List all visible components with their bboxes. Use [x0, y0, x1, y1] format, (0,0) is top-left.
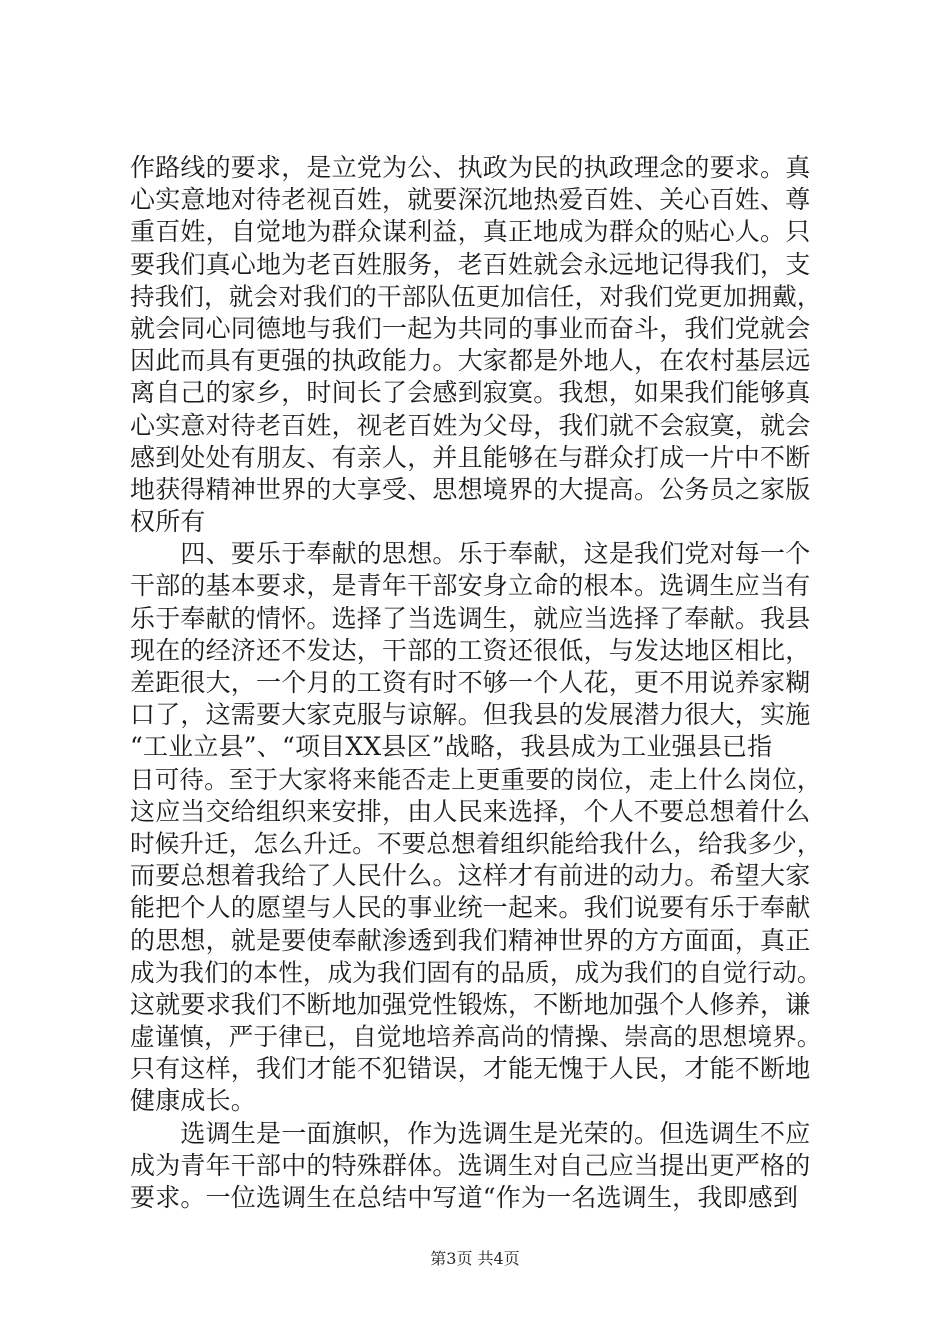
text-line: 干部的基本要求，是青年干部安身立命的根本。选调生应当有 — [130, 571, 811, 601]
text-line: 重百姓，自觉地为群众谋利益，真正地成为群众的贴心人。只 — [130, 217, 811, 247]
text-line: 地获得精神世界的大享受、思想境界的大提高。公务员之家版 — [130, 474, 811, 504]
text-line: 时候升迁，怎么升迁。不要总想着组织能给我什么，给我多少， — [130, 828, 822, 858]
text-line: 这应当交给组织来安排，由人民来选择，个人不要总想着什么 — [130, 796, 811, 826]
text-line: 差距很大，一个月的工资有时不够一个人花，更不用说养家糊 — [130, 668, 811, 697]
text-line: 现在的经济还不发达，干部的工资还很低，与发达地区相比， — [130, 635, 811, 665]
text-line: 虚谨慎，严于律已，自觉地培养高尚的情操、崇高的思想境界。 — [130, 1022, 822, 1052]
text-line: 能把个人的愿望与人民的事业统一起来。我们说要有乐于奉献 — [130, 893, 811, 923]
text-line: 只有这样，我们才能不犯错误，才能无愧于人民，才能不断地 — [130, 1054, 811, 1084]
text-line: 的思想，就是要使奉献渗透到我们精神世界的方方面面，真正 — [130, 925, 811, 955]
text-line: 作路线的要求，是立党为公、执政为民的执政理念的要求。真 — [130, 153, 811, 182]
text-line: 离自己的家乡，时间长了会感到寂寞。我想，如果我们能够真 — [130, 378, 811, 408]
text-line: 口了，这需要大家克服与谅解。但我县的发展潜力很大，实施 — [130, 700, 811, 730]
text-line: 成为我们的本性，成为我们固有的品质，成为我们的自觉行动。 — [130, 957, 822, 987]
text-line: 这就要求我们不断地加强党性锻炼，不断地加强个人修养，谦 — [130, 989, 811, 1019]
text-line: “工业立县”、“项目XX县区”战略，我县成为工业强县已指 — [130, 732, 773, 762]
text-line: 因此而具有更强的执政能力。大家都是外地人，在农村基层远 — [130, 346, 811, 376]
text-line: 日可待。至于大家将来能否走上更重要的岗位，走上什么岗位， — [130, 764, 822, 794]
text-line: 权所有 — [130, 507, 206, 537]
text-line: 乐于奉献的情怀。选择了当选调生，就应当选择了奉献。我县 — [130, 603, 811, 633]
text-line: 感到处处有朋友、有亲人，并且能够在与群众打成一片中不断 — [130, 442, 811, 472]
text-line: 成为青年干部中的特殊群体。选调生对自己应当提出更严格的 — [130, 1150, 811, 1180]
text-line: 要我们真心地为老百姓服务，老百姓就会永远地记得我们，支 — [130, 249, 811, 279]
text-line: 选调生是一面旗帜，作为选调生是光荣的。但选调生不应 — [130, 1118, 811, 1148]
text-line: 四、要乐于奉献的思想。乐于奉献，这是我们党对每一个 — [130, 539, 811, 569]
text-line: 持我们，就会对我们的干部队伍更加信任，对我们党更加拥戴， — [130, 281, 822, 311]
text-line: 就会同心同德地与我们一起为共同的事业而奋斗，我们党就会 — [130, 313, 811, 343]
page-footer: 第3页 共4页 — [430, 1249, 520, 1268]
text-line: 要求。一位选调生在总结中写道“作为一名选调生，我即感到 — [130, 1183, 799, 1212]
text-line: 健康成长。 — [130, 1086, 257, 1116]
text-line: 心实意地对待老视百姓，就要深沉地热爱百姓、关心百姓、尊 — [130, 185, 811, 215]
text-line: 而要总想着我给了人民什么。这样才有前进的动力。希望大家 — [130, 861, 811, 891]
body-text — [130, 152, 830, 1214]
text-line: 心实意对待老百姓，视老百姓为父母，我们就不会寂寞，就会 — [130, 410, 811, 440]
